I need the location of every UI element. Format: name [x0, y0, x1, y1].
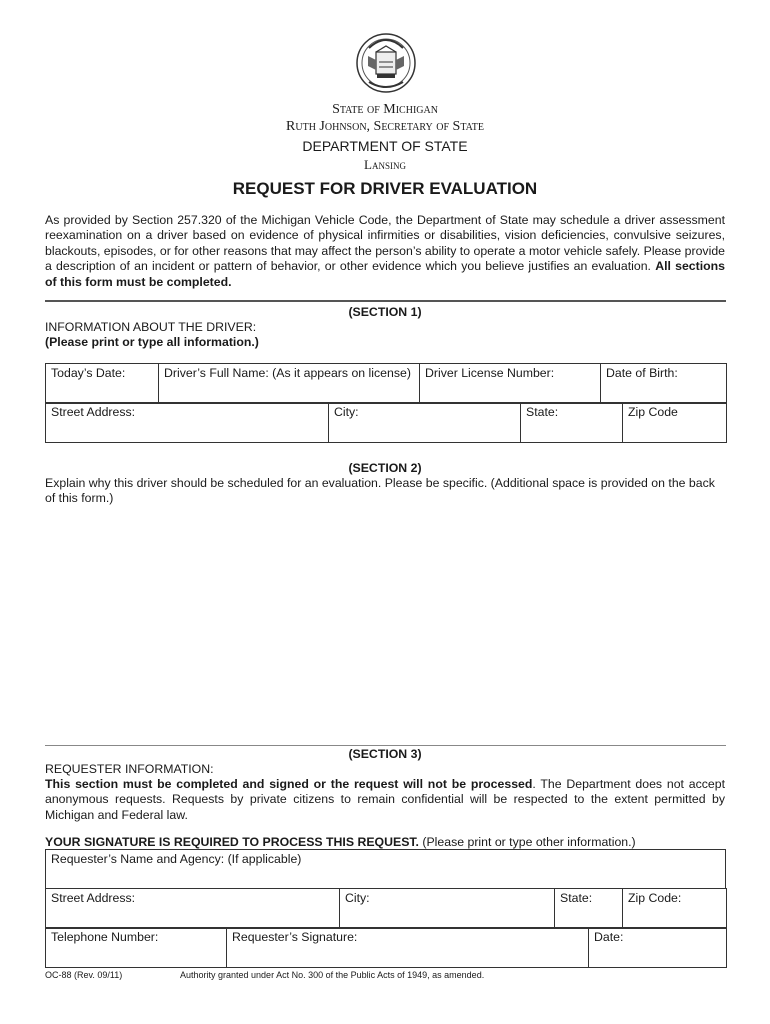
- field-label: Street Address:: [51, 891, 136, 905]
- field-label: Street Address:: [51, 405, 136, 419]
- section2-instruction: Explain why this driver should be scheduled for an evaluation. Please be specific. (Additional space is provided on the back of this form.): [45, 476, 715, 506]
- section1-heading: (SECTION 1): [348, 305, 422, 319]
- driver-zip-code-field[interactable]: [623, 403, 727, 443]
- form-id: OC-88 (Rev. 09/11): [45, 970, 123, 980]
- intro-bold: All sections of this form must be completed.: [45, 259, 725, 289]
- requester-state-field[interactable]: [555, 889, 623, 929]
- requester-name-agency-field[interactable]: [46, 850, 726, 889]
- signature-note: (Please print or type other information.): [418, 835, 636, 849]
- driver-address-table: [45, 402, 727, 443]
- field-label: Zip Code: [628, 405, 678, 419]
- explanation-area[interactable]: [45, 512, 726, 742]
- intro-paragraph: [45, 213, 725, 290]
- driver-state-field[interactable]: [521, 403, 623, 443]
- form-title: REQUEST FOR DRIVER EVALUATION: [232, 179, 538, 198]
- field-label: Date of Birth:: [606, 366, 678, 380]
- field-label: Today’s Date:: [51, 366, 126, 380]
- field-label: State:: [560, 891, 593, 905]
- section3-bold-text: This section must be completed and signed or the request will not be processed: [45, 777, 533, 791]
- section1-label: INFORMATION ABOUT THE DRIVER:: [45, 320, 257, 334]
- section3-label: REQUESTER INFORMATION:: [45, 762, 214, 776]
- signature-notice: YOUR SIGNATURE IS REQUIRED TO PROCESS THIS REQUEST.: [45, 835, 419, 849]
- todays-date-field[interactable]: [46, 364, 159, 404]
- section3-heading: (SECTION 3): [348, 747, 422, 761]
- field-label: City:: [334, 405, 359, 419]
- requester-street-address-field[interactable]: [46, 889, 340, 929]
- field-label: Driver’s Full Name: (As it appears on license): [164, 366, 411, 380]
- requester-city-field[interactable]: [340, 889, 555, 929]
- field-label: Date:: [594, 930, 624, 944]
- secretary-of-state: Ruth Johnson, Secretary of State: [286, 119, 484, 134]
- requester-name-table: [45, 849, 726, 889]
- driver-street-address-field[interactable]: [46, 403, 329, 443]
- state-name: State of Michigan: [332, 102, 438, 117]
- intro-text: As provided by Section 257.320 of the Michigan Vehicle Code, the Department of State may schedule a driver assessment reexamination on a driver based on evidence of physical infirmities or disabilities, vision deficiencies, convulsive seizures, blackouts, episodes, or for other reasons that may affect the person’s ability to operate a motor vehicle safely. Please provide a description of an incident or pattern of behavior, or other evidence which you believe justifies an evaluation.: [45, 213, 725, 274]
- driver-license-number-field[interactable]: [420, 364, 601, 404]
- authority-statement: Authority granted under Act No. 300 of the Public Acts of 1949, as amended.: [180, 970, 485, 980]
- section-divider: [45, 300, 726, 302]
- signature-notice-line: [45, 835, 636, 849]
- telephone-number-field[interactable]: [46, 928, 227, 968]
- driver-city-field[interactable]: [329, 403, 521, 443]
- requester-signature-field[interactable]: [227, 928, 589, 968]
- section1-instruction: (Please print or type all information.): [45, 335, 259, 349]
- section2-heading: (SECTION 2): [348, 461, 422, 475]
- field-label: Requester’s Signature:: [232, 930, 358, 944]
- requester-contact-table: [45, 927, 727, 968]
- date-of-birth-field[interactable]: [601, 364, 727, 404]
- requester-zip-code-field[interactable]: [623, 889, 727, 929]
- field-label: Driver License Number:: [425, 366, 555, 380]
- section-divider: [45, 745, 726, 746]
- requester-address-table: [45, 888, 727, 929]
- state-seal-icon: [355, 30, 417, 98]
- field-label: Telephone Number:: [51, 930, 159, 944]
- section3-paragraph: [45, 777, 725, 823]
- field-label: Zip Code:: [628, 891, 682, 905]
- driver-info-table: [45, 363, 727, 404]
- field-label: City:: [345, 891, 370, 905]
- signature-date-field[interactable]: [589, 928, 727, 968]
- field-label: Requester’s Name and Agency: (If applicable): [51, 852, 302, 866]
- field-label: State:: [526, 405, 559, 419]
- department-name: DEPARTMENT OF STATE: [302, 138, 468, 154]
- city-name: Lansing: [364, 157, 406, 172]
- driver-full-name-field[interactable]: [159, 364, 420, 404]
- section3-text: . The Department does not accept anonymous requests. Requests by private citizens to remain confidential will be respected to the extent permitted by Michigan and Federal law.: [45, 777, 726, 822]
